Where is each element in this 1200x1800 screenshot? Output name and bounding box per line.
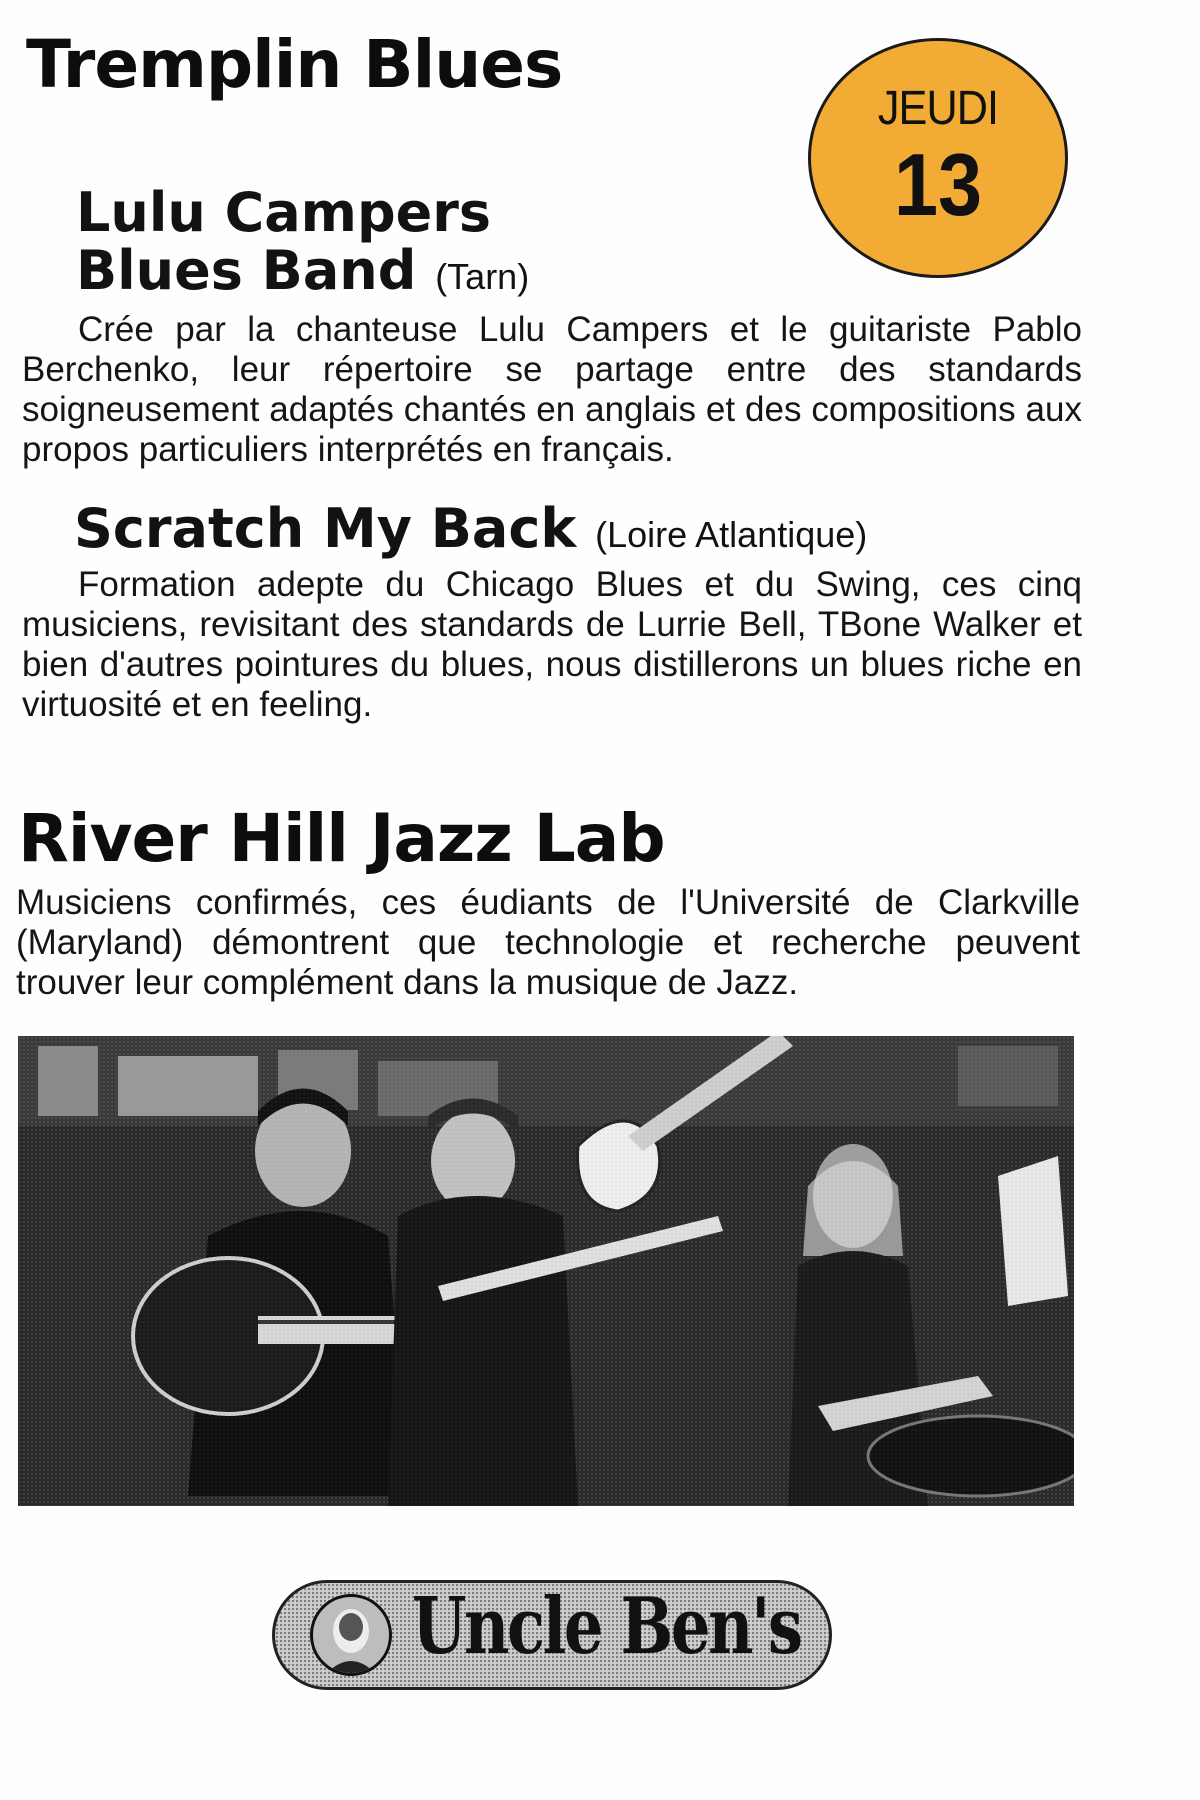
section-title-tremplin-blues: Tremplin Blues	[26, 26, 563, 103]
band-name-lulu-campers	[76, 181, 530, 303]
band-description-scratch-my-back: Formation adepte du Chicago Blues et du Swing, ces cinq musiciens, revisitant des standards de Lurrie Bell, TBone Walker et bien d'autres pointures du blues, nous distillerons un blues riche en virtuosité et en feeling.	[22, 565, 1082, 724]
date-badge-number: 13	[893, 135, 983, 234]
date-badge	[808, 38, 1068, 278]
band-photo	[18, 1036, 1074, 1506]
band-name-line2: Blues Band	[76, 239, 417, 303]
band-name-scratch-my-back	[74, 497, 868, 560]
sponsor-logo-text: Uncle Ben's	[412, 1581, 801, 1672]
section-description-river-hill: Musiciens confirmés, ces éudiants de l'Université de Clarkville (Maryland) démontrent que technologie et recherche peuvent trouver leur complément dans la musique de Jazz.	[16, 883, 1080, 1002]
section-title-river-hill-jazz-lab: River Hill Jazz Lab	[18, 800, 665, 877]
band-origin: (Loire Atlantique)	[595, 514, 868, 555]
portrait-icon	[310, 1594, 392, 1676]
date-badge-day: JEUDI	[877, 82, 999, 135]
band-origin: (Tarn)	[435, 256, 530, 298]
band-photo-illustration	[18, 1036, 1074, 1506]
sponsor-logo	[272, 1580, 832, 1690]
band-name-line1: Lulu Campers	[76, 181, 491, 244]
band-description-lulu-campers: Crée par la chanteuse Lulu Campers et le guitariste Pablo Berchenko, leur répertoire se partage entre des standards soigneusement adaptés chantés en anglais et des compositions aux propos particuliers interprétés en français.	[22, 310, 1082, 469]
band-name: Scratch My Back	[74, 497, 577, 560]
